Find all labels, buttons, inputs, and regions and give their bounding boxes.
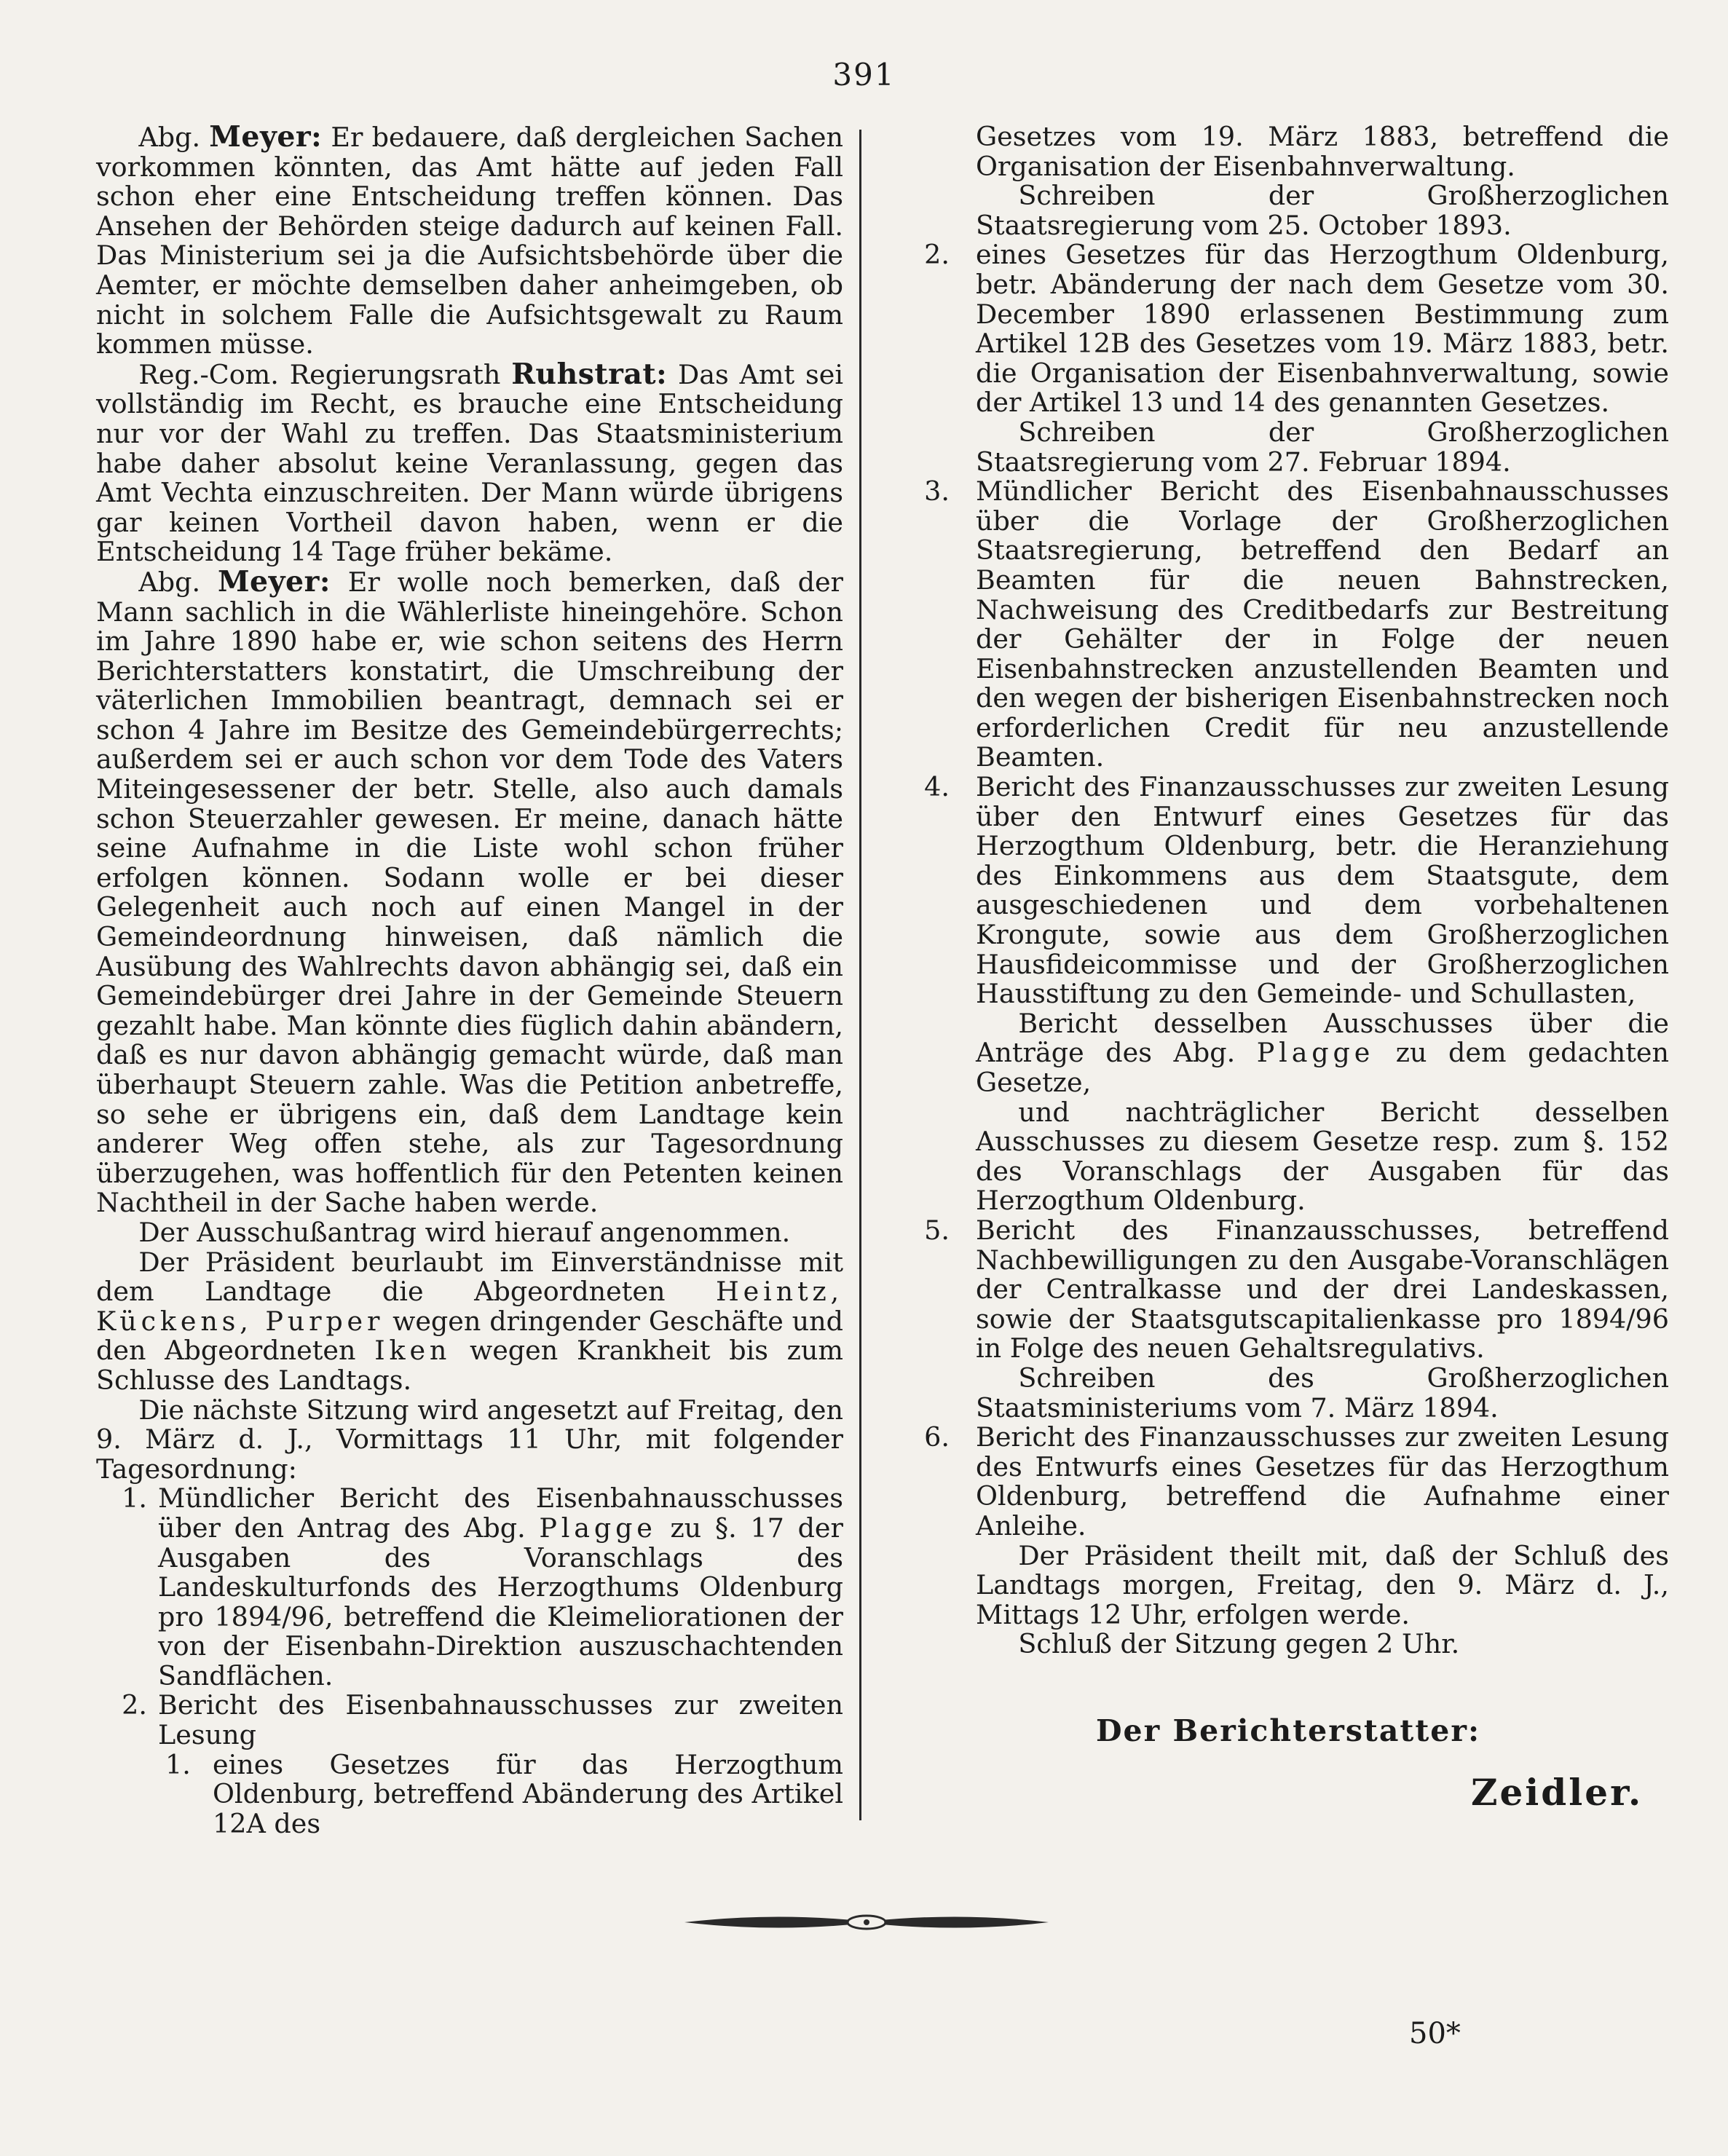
speaker-intro: Abg. [138,566,201,598]
item-text: zu §. 17 der Ausgaben des Voranschlags des Landeskulturfonds des Herzogthums Oldenburg pro 1894/96, betreffend die Kleimeliorationen der von der Eisenbahn-Direktion auszuschachtenden Sandflächen. [158,1512,843,1691]
agenda-item-4 [924,771,1669,1010]
item-number: 2. [924,239,950,271]
item-number: 2. [122,1689,147,1721]
item-number: 3. [924,475,950,508]
signature-mark: 50* [1409,2017,1461,2050]
paragraph-text: Er wolle noch bemerken, daß der Mann sachlich in die Wählerliste hineingehöre. Schon im Jahre 1890 habe er, wie schon seitens des Herrn Berichterstatters konstatirt, die Umschreibung der väterlichen Immobilien beantragt, demnach sei er schon 4 Jahre im Besitze des Gemeindebürgerrechts; außerdem sei er auch schon vor dem Tode des Vaters Miteingesessener der betr. Stelle, also auch damals schon Steuerzahler gewesen. Er meine, danach hätte seine Aufnahme in die Liste wohl schon früher erfolgen können. Sodann wolle er bei dieser Gelegenheit auch noch auf einen Mangel in der Gemeindeordnung hinweisen, daß nämlich die Ausübung des Wahlrechts davon abhängig sei, daß ein Gemeindebürger drei Jahre in der Gemeinde Steuern gezahlt habe. Man könnte dies füglich dahin abändern, daß es nur davon abhängig gemacht würde, daß man überhaupt Steuern zahle. Was die Petition anbetreffe, so sehe er übrigens ein, daß dem Landtage kein anderer Weg offen stehe, als zur Tagesordnung überzugehen, was hoffentlich für den Petenten keinen Nachtheil in der Sache haben werde. [96,566,843,1219]
member-names: Iken [374,1335,451,1367]
agenda-item-2 [96,1691,843,1750]
agenda-item-5 [924,1214,1669,1365]
speaker-intro: Reg.-Com. Regierungsrath [138,358,501,390]
right-column [924,121,1669,1660]
paragraph-meyer-2 [96,564,843,1219]
item-text: Mündlicher Bericht des Eisenbahnausschusses über die Vorlage der Großherzoglichen Staatsregierung, betreffend den Bedarf an Beamten für die neuen Bahnstrecken, Nachweisung des Creditbedarfs zur Bestreitung der Gehälter der in Folge der neuen Eisenbahnstrecken anzustellenden Beamten und den wegen der bisherigen Eisenbahnstrecken noch erforderlichen Credit für neu anzustellende Beamten. [976,475,1669,773]
continuation-text: Gesetzes vom 19. März 1883, betreffend die Organisation der Eisenbahnverwaltung. [976,121,1669,182]
item-text: Bericht des Finanzausschusses zur zweiten Lesung über den Entwurf eines Gesetzes für das Herzogthum Oldenburg, betr. die Heranziehung des Einkommens aus dem Staatsgute, dem ausgeschiedenen und dem vorbehaltenen Krongute, sowie aus dem Großherzoglichen Hausfideicommisse und der Großherzoglichen Hausstiftung zu den Gemeinde- und Schullasten, [976,771,1669,1010]
left-column [96,122,843,1839]
report-reference [976,1009,1669,1098]
item-number: 1. [122,1482,147,1515]
agenda-item-3 [924,475,1669,773]
page-number: 391 [832,57,896,92]
paragraph-text: Das Amt sei vollständig im Recht, es brauche eine Entscheidung nur vor der Wahl zu treffen. Das Staatsministerium habe daher absolut keine Veranlassung, gegen das Amt Vechta einzuschreiten. Der Mann würde übrigens gar keinen Vortheil davon haben, wenn er die Entscheidung 14 Tage früher bekäme. [96,358,843,568]
reporter-name: Zeidler. [1471,1771,1644,1814]
paragraph-text: Bericht desselben Ausschusses über die Anträge des Abg. [976,1007,1669,1069]
item-text: Bericht des Finanzausschusses zur zweiten Lesung des Entwurfs eines Gesetzes für das Herzogthum Oldenburg, betreffend die Aufnahme einer Anleihe. [976,1421,1669,1541]
paragraph-ruhstrat [96,357,843,568]
paragraph-meyer-1 [96,122,843,360]
decorative-ornament [677,1908,1056,1937]
report-reference: und nachträglicher Bericht desselben Ausschusses zu diesem Gesetze resp. zum §. 152 des Voranschlags der Ausgaben für das Herzogthum Oldenburg. [976,1096,1669,1217]
letter-reference: Schreiben des Großherzoglichen Staatsministeriums vom 7. März 1894. [976,1362,1669,1423]
paragraph-text: wegen dringender Geschäfte und den Abgeordneten [96,1305,843,1367]
item-number: 4. [924,771,950,803]
speaker-name: Meyer: [209,120,323,154]
item-text: Bericht des Finanzausschusses, betreffend Nachbewilligungen zu den Ausgabe-Voranschlägen der Centralkasse und der drei Landeskassen, sowie der Staatsgutscapitalienkasse pro 1894/96 in Folge des neuen Gehaltsregulativs. [976,1214,1669,1365]
letter-reference: Schreiben der Großherzoglichen Staatsregierung vom 27. Februar 1894. [976,416,1669,478]
speaker-intro: Abg. [138,122,201,153]
item-number: 5. [924,1214,950,1246]
speaker-name: Ruhstrat: [511,357,668,391]
paragraph-closing-announcement: Der Präsident theilt mit, daß der Schluß des Landtags morgen, Freitag, den 9. März d. J., Mittags 12 Uhr, erfolgen werde. [976,1539,1669,1630]
agenda-subitem-2-1 [96,1750,843,1839]
paragraph-text: zu dem gedachten Gesetze, [976,1037,1669,1098]
item-text: Mündlicher Bericht des Eisenbahnausschusses über den Antrag des Abg. [158,1482,843,1544]
member-names: Heintz, Kückens, Purper [96,1276,843,1337]
paragraph-text: Er bedauere, daß dergleichen Sachen vorkommen könnten, das Amt hätte auf jeden Fall schon eher eine Entscheidung treffen können. Das Ansehen der Behörden steige dadurch auf keinen Fall. Das Ministerium sei ja die Aufsichtsbehörde über die Aemter, er möchte demselben daher anheimgeben, ob nicht in solchem Falle die Aufsichtsgewalt zu Raum kommen müsse. [96,122,844,360]
letter-reference: Schreiben der Großherzoglichen Staatsregierung vom 25. October 1893. [976,180,1669,241]
agenda-subitem-2-2 [924,239,1669,419]
member-names: Plagge [539,1512,657,1544]
paragraph-next-session: Die nächste Sitzung wird angesetzt auf Freitag, den 9. März d. J., Vormittags 11 Uhr, mit folgender Tagesordnung: [96,1394,843,1485]
member-names: Plagge [1256,1037,1375,1069]
column-divider [859,130,861,1820]
paragraph-text: Der Präsident beurlaubt im Einverständnisse mit dem Landtage die Abgeordneten [96,1246,843,1308]
item-text: eines Gesetzes für das Herzogthum Oldenburg, betr. Abänderung der nach dem Gesetze vom 30. December 1890 erlassenen Bestimmung zum Artikel 12B des Gesetzes vom 19. März 1883, betr. die Organisation der Eisenbahnverwaltung, sowie der Artikel 13 und 14 des genannten Gesetzes. [976,239,1669,419]
paragraph-text: wegen Krankheit bis zum Schlusse des Landtags. [96,1335,844,1396]
agenda-item-6 [924,1421,1669,1541]
paragraph-leave-of-absence [96,1248,843,1396]
item-number: 1. [165,1748,191,1780]
paragraph-session-end: Schluß der Sitzung gegen 2 Uhr. [1018,1628,1460,1660]
item-text: eines Gesetzes für das Herzogthum Oldenburg, betreffend Abänderung des Artikel 12A des [213,1748,843,1839]
reporter-label: Der Berichterstatter: [1096,1713,1481,1748]
paragraph-motion-accepted: Der Ausschußantrag wird hierauf angenommen. [138,1216,791,1248]
item-number: 6. [924,1421,950,1453]
item-text: Bericht des Eisenbahnausschusses zur zweiten Lesung [158,1689,843,1751]
speaker-name: Meyer: [217,564,331,599]
agenda-item-1 [96,1484,843,1691]
